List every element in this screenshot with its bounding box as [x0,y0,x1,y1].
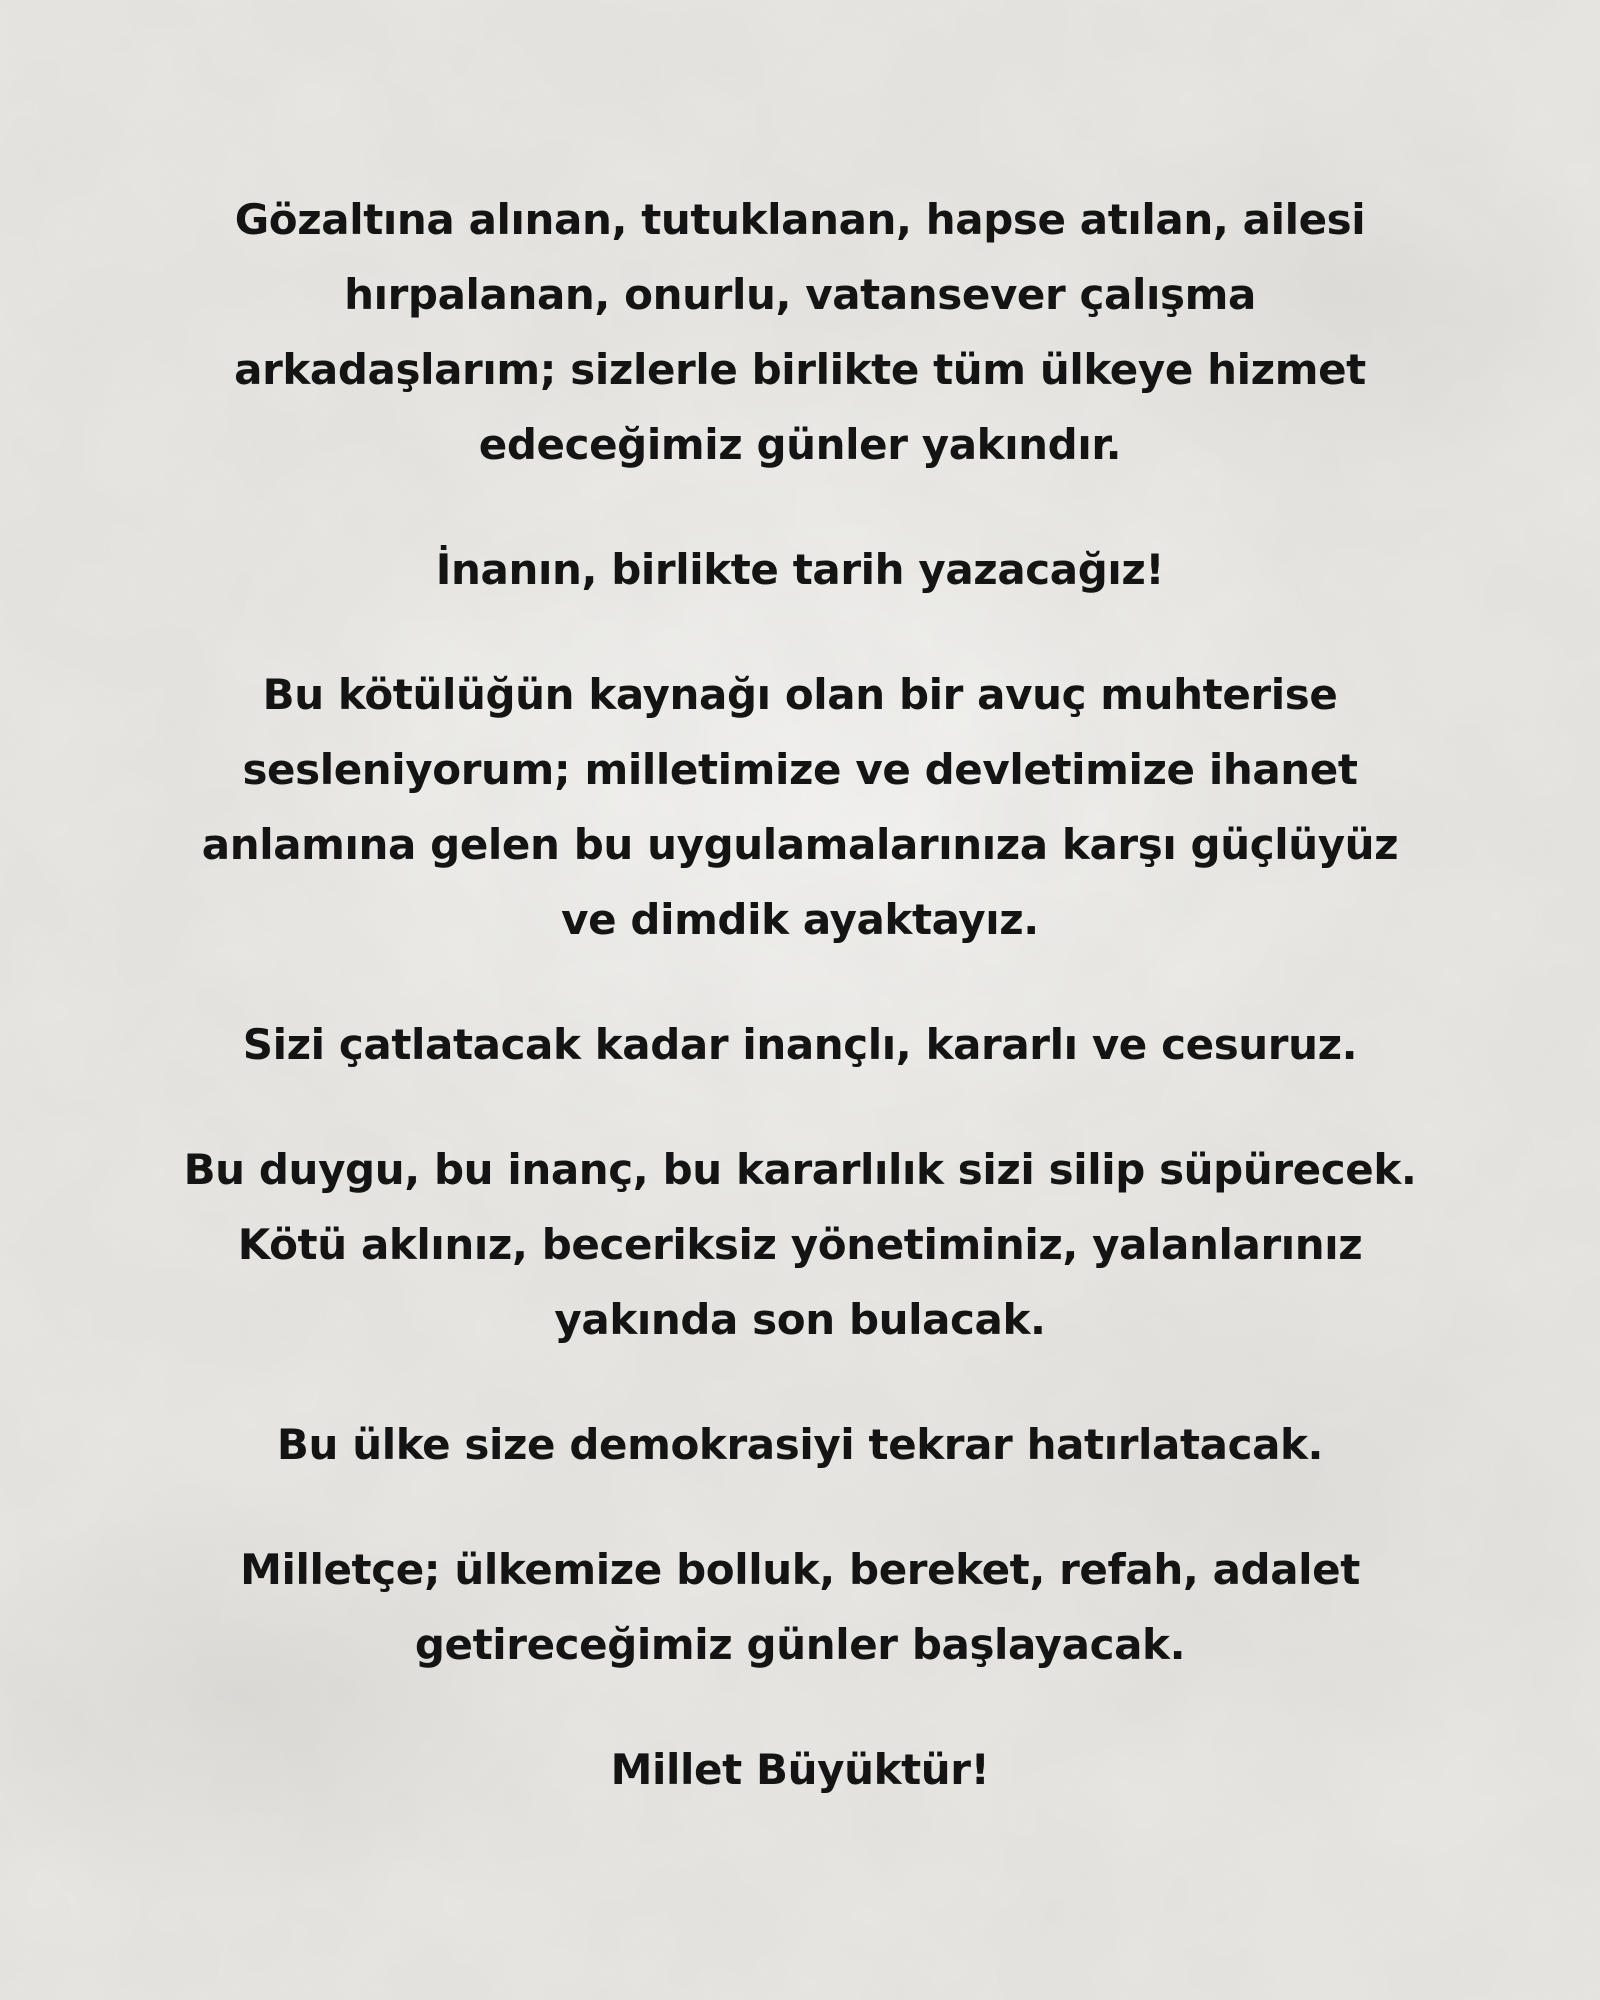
statement-line: Milletçe; ülkemize bolluk, bereket, refah, adalet [240,1545,1360,1594]
statement-line: Kötü aklınız, beceriksiz yönetiminiz, yalanlarınız [237,1220,1363,1269]
statement-line: Sizi çatlatacak kadar inançlı, kararlı ve cesuruz. [242,1020,1358,1069]
statement-line: arkadaşlarım; sizlerle birlikte tüm ülkeye hizmet [234,345,1366,394]
statement-paragraph [130,1532,1470,1682]
statement-line: Millet Büyüktür! [610,1745,990,1794]
statement-line: Bu ülke size demokrasiyi tekrar hatırlatacak. [276,1420,1324,1469]
statement-line: yakında son bulacak. [554,1295,1046,1344]
statement-line: hırpalanan, onurlu, vatansever çalışma [344,270,1256,319]
statement-line: ve dimdik ayaktayız. [561,895,1039,944]
statement-line: Gözaltına alınan, tutuklanan, hapse atılan, ailesi [234,195,1366,244]
statement-line: sesleniyorum; milletimize ve devletimize ihanet [242,745,1358,794]
statement-paragraph [130,182,1470,482]
statement-line: anlamına gelen bu uygulamalarınıza karşı güçlüyüz [201,820,1399,869]
statement-line: Bu duygu, bu inanç, bu kararlılık sizi silip süpürecek. [183,1145,1417,1194]
statement-line: edeceğimiz günler yakındır. [478,420,1122,469]
statement-paragraph [130,1132,1470,1357]
statement-paragraph [130,1732,1470,1807]
statement-paragraph [130,657,1470,957]
statement-paragraph [130,1007,1470,1082]
statement-line: İnanın, birlikte tarih yazacağız! [435,545,1165,594]
statement-text-block [130,182,1470,1857]
statement-paragraph [130,532,1470,607]
statement-line: Bu kötülüğün kaynağı olan bir avuç muhterise [262,670,1338,719]
statement-paragraph [130,1407,1470,1482]
statement-line: getireceğimiz günler başlayacak. [414,1620,1186,1669]
